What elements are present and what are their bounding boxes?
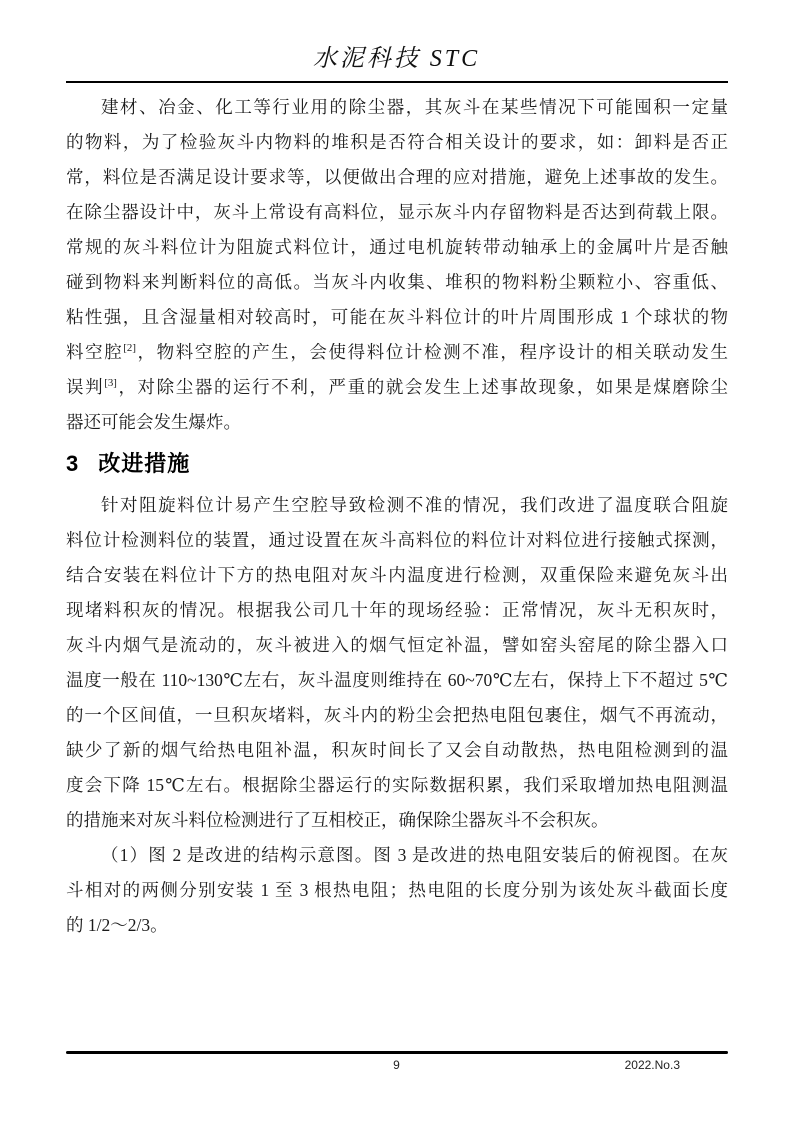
section-number: 3 — [66, 451, 79, 476]
text-line: 针对阻旋料位计易产生空腔导致检测不准的情况，我们改进了温度联合阻旋 — [101, 495, 728, 515]
issue-label: 2022.No.3 — [624, 1058, 680, 1072]
text-line: 的一个区间值，一旦积灰堵料，灰斗内的粉尘会把热电阻包裹住，烟气不再流动， — [66, 705, 728, 725]
text-line: 常规的灰斗料位计为阻旋式料位计，通过电机旋转带动轴承上的金属叶片是否触 — [66, 237, 728, 257]
text-line: 温度一般在 110~130℃左右，灰斗温度则维持在 60~70℃左右，保持上下不超过 5℃ — [66, 670, 728, 690]
paragraph-2 — [66, 488, 728, 838]
paragraph-3 — [66, 838, 728, 943]
journal-title: 水泥科技 STC — [312, 46, 481, 72]
citation-ref: [3] — [104, 377, 117, 390]
text-line: 度会下降 15℃左右。根据除尘器运行的实际数据积累，我们采取增加热电阻测温 — [66, 775, 728, 795]
text-line: 在除尘器设计中，灰斗上常设有高料位，显示灰斗内存留物料是否达到荷载上限。 — [66, 202, 728, 222]
text-line: 的物料，为了检验灰斗内物料的堆积是否符合相关设计的要求，如：卸料是否正 — [66, 132, 728, 152]
section-heading — [66, 440, 728, 488]
text-line: 料空腔[2]，物料空腔的产生，会使得料位计检测不准，程序设计的相关联动发生 — [66, 342, 728, 362]
footer-divider — [66, 1051, 728, 1054]
paragraph-1 — [66, 90, 728, 440]
text-line: 常，料位是否满足设计要求等，以便做出合理的应对措施，避免上述事故的发生。 — [66, 167, 728, 187]
text-line: 斗相对的两侧分别安装 1 至 3 根热电阻；热电阻的长度分别为该处灰斗截面长度 — [66, 880, 728, 900]
text-line: 缺少了新的烟气给热电阻补温，积灰时间长了又会自动散热，热电阻检测到的温 — [66, 740, 728, 760]
text-line: 粘性强，且含湿量相对较高时，可能在灰斗料位计的叶片周围形成 1 个球状的物 — [66, 307, 728, 327]
text-line: 的 1/2～2/3。 — [66, 915, 168, 935]
section-title: 改进措施 — [98, 451, 191, 476]
text-line: 料位计检测料位的装置，通过设置在灰斗高料位的料位计对料位进行接触式探测， — [66, 530, 728, 550]
body-text — [66, 90, 728, 943]
text-line: 的措施来对灰斗料位检测进行了互相校正，确保除尘器灰斗不会积灰。 — [66, 810, 609, 830]
text-line: 建材、冶金、化工等行业用的除尘器，其灰斗在某些情况下可能囤积一定量 — [101, 97, 728, 117]
text-line: 现堵料积灰的情况。根据我公司几十年的现场经验：正常情况，灰斗无积灰时， — [66, 600, 728, 620]
text-line: 误判[3]，对除尘器的运行不利，严重的就会发生上述事故现象，如果是煤磨除尘 — [66, 377, 728, 397]
page-number: 9 — [393, 1058, 400, 1072]
header-divider — [66, 81, 728, 83]
citation-ref: [2] — [123, 342, 136, 355]
text-line: 碰到物料来判断料位的高低。当灰斗内收集、堆积的物料粉尘颗粒小、容重低、 — [66, 272, 728, 292]
text-line: 结合安装在料位计下方的热电阻对灰斗内温度进行检测，双重保险来避免灰斗出 — [66, 565, 728, 585]
text-line: 灰斗内烟气是流动的，灰斗被进入的烟气恒定补温，譬如窑头窑尾的除尘器入口 — [66, 635, 728, 655]
text-line: 器还可能会发生爆炸。 — [66, 412, 241, 432]
text-line: （1）图 2 是改进的结构示意图。图 3 是改进的热电阻安装后的俯视图。在灰 — [101, 845, 728, 865]
